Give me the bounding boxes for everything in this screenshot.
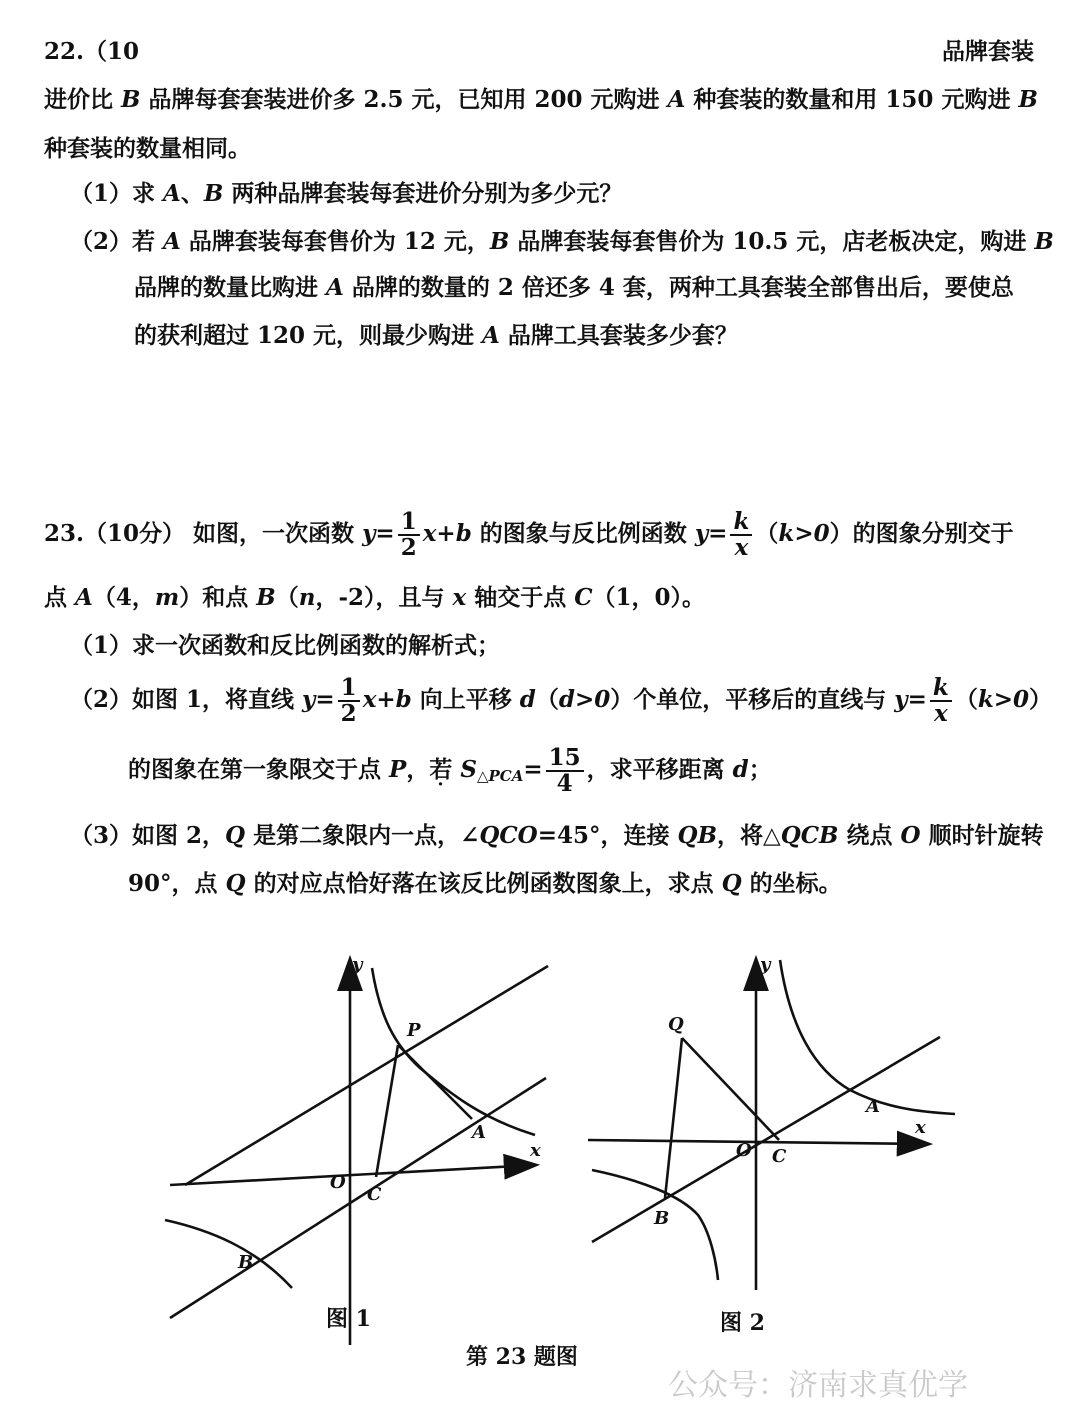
fig1-label-o: O [330, 1172, 346, 1193]
fig2-label-b: B [654, 1208, 670, 1229]
watermark: 公众号：济南求真优学 [668, 1368, 968, 1403]
q22-line1: 进价比 B 品牌每套套装进价多 2.5 元，已知用 200 元购进 A 种套装的数量和用 150 元购进 B [44, 86, 1038, 113]
q22-number: 22.（10 [44, 38, 140, 65]
q22-part2-line2: 品牌的数量比购进 A 品牌的数量的 2 倍还多 4 套，两种工具套装全部售出后，要使总 [134, 274, 1014, 301]
fig2-label-c: C [772, 1146, 787, 1167]
fig2-label-a: A [866, 1096, 880, 1117]
q23-part3-line2: 90°，点 Q 的对应点恰好落在该反比例函数图象上，求点 Q 的坐标。 [128, 870, 842, 897]
q22-part1: （1）求 A、B 两种品牌套装每套进价分别为多少元？ [70, 180, 623, 207]
fig1-label-y: y [352, 954, 363, 975]
fraction-k-over-x: $\frac{k}{x}$ [730, 510, 752, 560]
fraction-k-over-x: $\frac{k}{x}$ [930, 676, 952, 726]
fig1-label-p: P [407, 1020, 421, 1041]
fig1-caption: 图 1 [326, 1306, 371, 1332]
fig1-x-axis [170, 1165, 535, 1185]
q23-line2: 点 A（4，m）和点 B（n，-2），且与 x 轴交于点 C（1，0）。 [44, 584, 706, 611]
fig1-upper-line [185, 966, 548, 1185]
q22-part2-line3: 的获利超过 120 元，则最少购进 A 品牌工具套装多少套？ [134, 322, 738, 349]
fig1-hyperbola-q3 [165, 1220, 292, 1288]
fig2-label-y: y [760, 954, 771, 975]
q23-line1: 23.（10分） 如图，一次函数 y= $\frac{1}{2}$ x+b 的图象与反比例函数 y= $\frac{k}{x}$ （k>0）的图象分别交于 [44, 508, 1014, 562]
q22-header-tail: 品牌套装 [942, 38, 1034, 65]
q23-part1: （1）求一次函数和反比例函数的解析式； [70, 632, 501, 659]
q23-part3-line1: （3）如图 2，Q 是第二象限内一点，∠QCO=45°，连接 QB，将△QCB 绕点 O 顺时针旋转 [70, 822, 1044, 849]
fraction-fifteen-fourths: $\frac{15}{4}$ [546, 746, 584, 796]
fig2-caption: 图 2 [720, 1310, 765, 1336]
fraction-one-half: $\frac{1}{2}$ [338, 676, 360, 726]
fig2-hyperbola-q1 [780, 960, 955, 1114]
fraction-one-half: $\frac{1}{2}$ [398, 510, 420, 560]
fig1-label-b: B [238, 1252, 254, 1273]
q23-part2-line1: （2）如图 1，将直线 y= $\frac{1}{2}$ x+b 向上平移 d（d>0）个单位，平移后的直线与 y= $\frac{k}{x}$ （k>0） [70, 674, 1053, 728]
fig2-segment-qc2 [682, 1038, 779, 1140]
q22-line2: 种套装的数量相同。 [44, 135, 251, 162]
q22-part2-line1: （2）若 A 品牌套装每套售价为 12 元，B 品牌套装每套售价为 10.5 元，店老板决定，购进 B [70, 228, 1054, 255]
fig2-label-o: O [736, 1140, 752, 1161]
fig1-segment-pa [398, 1045, 472, 1119]
figure-title: 第 23 题图 [466, 1344, 578, 1370]
fig1-lower-line [170, 1078, 546, 1318]
fig2-label-x: x [915, 1117, 926, 1138]
fig2-label-q: Q [668, 1014, 684, 1035]
q23-part2-line2: 的图象在第一象限交于点 P，若 $S_{\triangle PCA}=$ $\frac{15}{4}$ ，求平移距离 d； [128, 744, 772, 798]
fig1-label-a: A [472, 1122, 486, 1143]
figures-svg [0, 930, 1080, 1410]
fig1-label-c: C [367, 1184, 382, 1205]
fig1-label-x: x [530, 1140, 541, 1161]
fig2-segment-qb [665, 1038, 682, 1198]
figure-1 [165, 960, 548, 1345]
fig1-segment-pc [376, 1045, 398, 1177]
